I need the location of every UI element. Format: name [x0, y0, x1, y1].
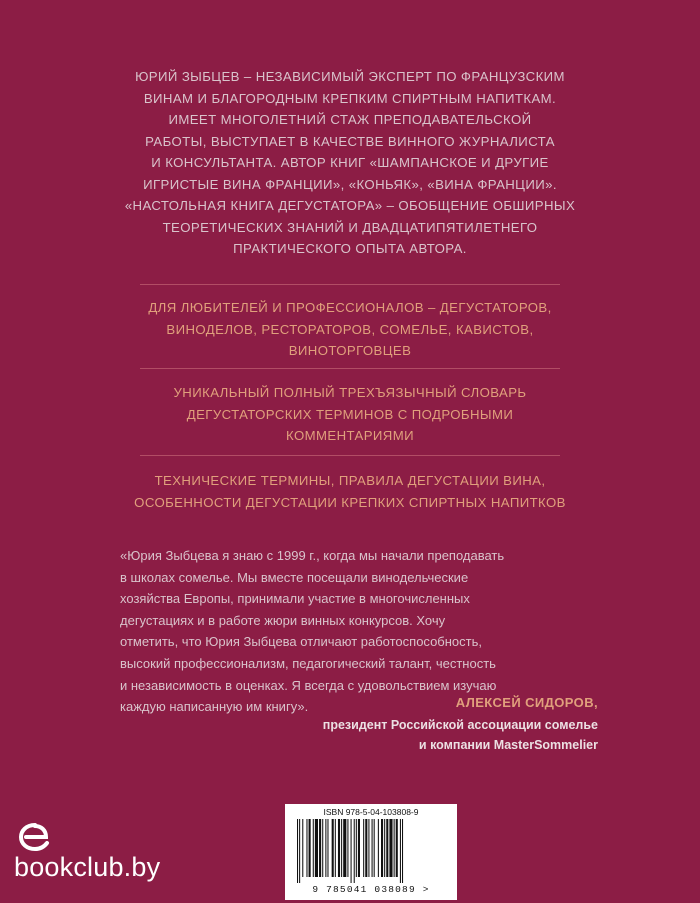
barcode-bar	[306, 819, 307, 877]
barcode-bar	[325, 819, 326, 877]
divider-2	[140, 368, 560, 369]
barcode-bar	[338, 819, 340, 877]
barcode-bar	[299, 819, 300, 883]
barcode-digits: 9 785041 038089 >	[312, 884, 430, 895]
barcode-bar	[400, 819, 401, 883]
barcode-bar	[351, 819, 352, 883]
feature-dictionary: УНИКАЛЬНЫЙ ПОЛНЫЙ ТРЕХЪЯЗЫЧНЫЙ СЛОВАРЬ ДЕГУСТАТОРСКИХ ТЕРМИНОВ С ПОДРОБНЫМИ КОММЕНТАРИЯМИ	[173, 385, 527, 443]
barcode-bar	[327, 819, 328, 877]
barcode-bar	[313, 819, 314, 877]
divider-1	[140, 284, 560, 285]
barcode-bar	[384, 819, 385, 877]
testimonial-author-role: президент Российской ассоциации сомелье и компании MasterSommelier	[322, 718, 598, 752]
barcode-bar	[363, 819, 364, 877]
barcode-bar	[319, 819, 321, 877]
barcode-bar	[332, 819, 334, 877]
barcode-bar	[402, 819, 403, 883]
barcode-bar	[322, 819, 323, 877]
barcode-bar	[372, 819, 373, 877]
barcode-bar	[358, 819, 360, 877]
divider-3	[140, 455, 560, 456]
site-watermark: bookclub.by	[14, 852, 161, 882]
testimonial-quote: «Юрия Зыбцева я знаю с 1999 г., когда мы начали преподавать в школах сомелье. Мы вместе посещали винодельческие хозяйства Европы, принимали участие в многочисленных дегустациях и в работе жюри винных конкурсов. Хочу отметить, что Юрия Зыбцева отличают работоспособность, высокий профессионализм, педагогический талант, честность и независимость в оценках. Я всегда с удовольствием изучаю каждую написанную им книгу».	[120, 548, 505, 715]
barcode-bar	[386, 819, 388, 877]
barcode-bar	[302, 819, 303, 877]
barcode-bar	[389, 819, 392, 877]
barcode-bar	[297, 819, 298, 883]
barcode-bar	[343, 819, 346, 877]
barcode-bar	[368, 819, 369, 877]
barcode	[285, 804, 457, 900]
barcode-bar	[381, 819, 383, 877]
barcode-bar	[354, 819, 355, 883]
barcode-bars	[295, 819, 447, 883]
barcode-bar	[378, 819, 379, 877]
barcode-bar	[356, 819, 357, 877]
testimonial-author: АЛЕКСЕЙ СИДОРОВ,	[455, 695, 598, 710]
barcode-bar	[374, 819, 375, 877]
barcode-bar	[335, 819, 336, 877]
barcode-bar	[394, 819, 395, 877]
barcode-bar	[309, 819, 311, 877]
feature-audience: ДЛЯ ЛЮБИТЕЛЕЙ И ПРОФЕССИОНАЛОВ – ДЕГУСТАТОРОВ, ВИНОДЕЛОВ, РЕСТОРАТОРОВ, СОМЕЛЬЕ, КАВИСТОВ, ВИНОТОРГОВЦЕВ	[148, 300, 552, 358]
barcode-bar	[315, 819, 318, 877]
barcode-bar	[347, 819, 348, 877]
isbn-number: ISBN 978-5-04-103808-9	[323, 807, 419, 817]
barcode-bar	[396, 819, 398, 877]
barcode-bar	[341, 819, 342, 877]
author-bio: ЮРИЙ ЗЫБЦЕВ – НЕЗАВИСИМЫЙ ЭКСПЕРТ ПО ФРАНЦУЗСКИМ ВИНАМ И БЛАГОРОДНЫМ КРЕПКИМ СПИРТНЫМ НАПИТКАМ. ИМЕЕТ МНОГОЛЕТНИЙ СТАЖ ПРЕПОДАВАТЕЛЬСКОЙ РАБОТЫ, ВЫСТУПАЕТ В КАЧЕСТВЕ ВИННОГО ЖУРНАЛИСТА И КОНСУЛЬТАНТА. АВТОР КНИГ «ШАМПАНСКОЕ И ДРУГИЕ ИГРИСТЫЕ ВИНА ФРАНЦИИ», «КОНЬЯК», «ВИНА ФРАНЦИИ». «НАСТОЛЬНАЯ КНИГА ДЕГУСТАТОРА» – ОБОБЩЕНИЕ ОБШИРНЫХ ТЕОРЕТИЧЕСКИХ ЗНАНИЙ И ДВАДЦАТИПЯТИЛЕТНЕГО ПРАКТИЧЕСКОГО ОПЫТА АВТОРА.	[124, 69, 576, 256]
feature-technical: ТЕХНИЧЕСКИЕ ТЕРМИНЫ, ПРАВИЛА ДЕГУСТАЦИИ ВИНА, ОСОБЕННОСТИ ДЕГУСТАЦИИ КРЕПКИХ СПИРТНЫХ НАПИТКОВ	[134, 473, 566, 510]
barcode-bar	[365, 819, 367, 877]
